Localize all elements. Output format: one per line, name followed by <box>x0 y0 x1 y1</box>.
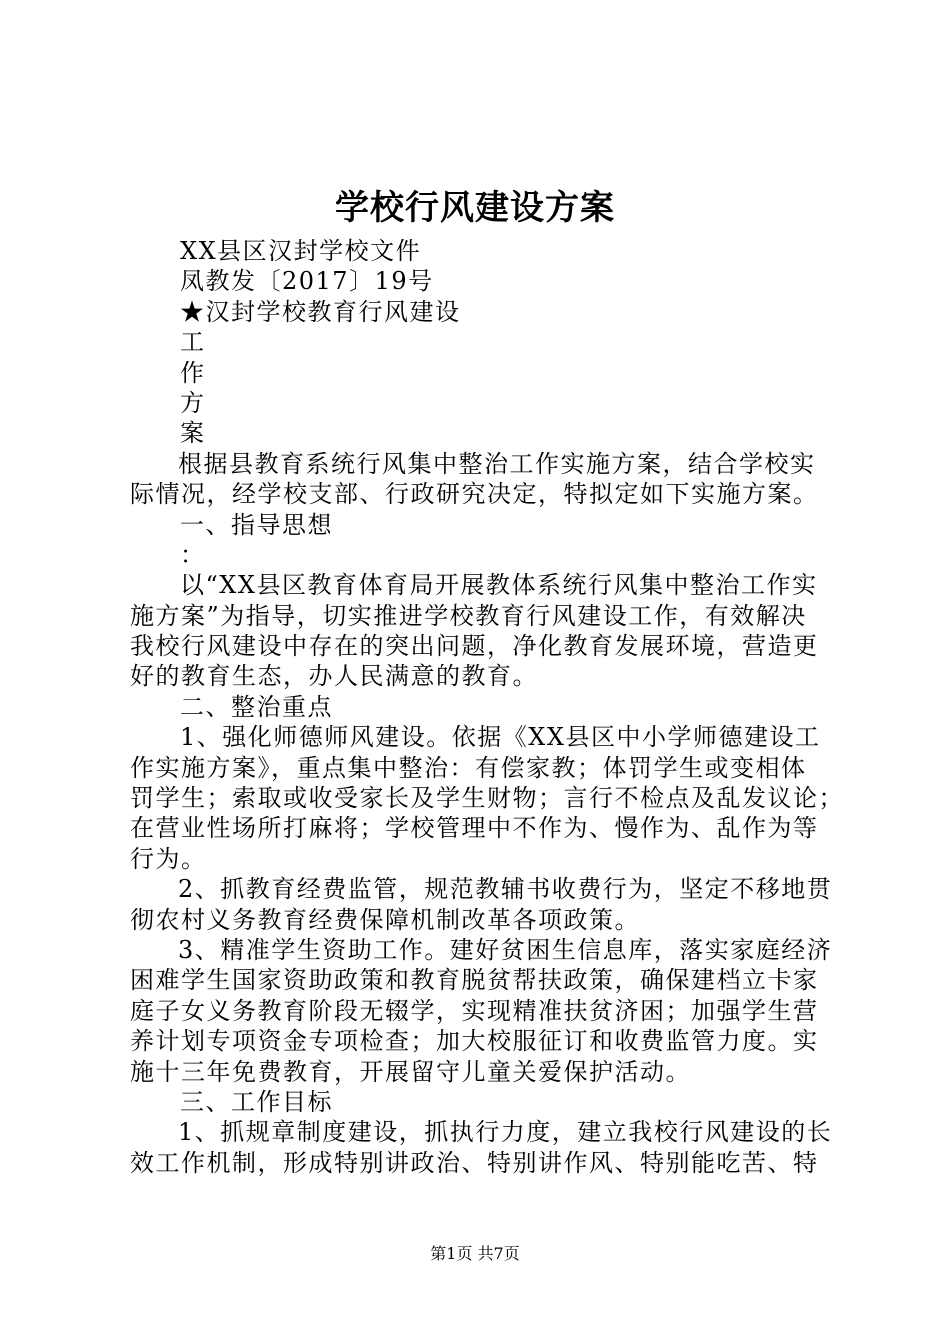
body-line: 案 <box>180 419 206 448</box>
body-line: 养计划专项资金专项检查；加大校服征订和收费监管力度。实 <box>130 1027 819 1056</box>
body-line: 困难学生国家资助政策和教育脱贫帮扶政策，确保建档立卡家 <box>130 966 819 995</box>
body-line: 1、抓规章制度建设，抓执行力度，建立我校行风建设的长 <box>178 1118 833 1147</box>
body-line: ★汉封学校教育行风建设 <box>180 297 461 326</box>
body-line: 作 <box>180 358 206 387</box>
body-line: 庭子女义务教育阶段无辍学，实现精准扶贫济困；加强学生营 <box>130 996 819 1025</box>
body-line: 方 <box>180 388 206 417</box>
body-line: 我校行风建设中存在的突出问题，净化教育发展环境，营造更 <box>130 632 819 661</box>
body-line: 二、整治重点 <box>180 692 333 721</box>
body-line: 在营业性场所打麻将；学校管理中不作为、慢作为、乱作为等 <box>130 814 819 843</box>
body-line: 2、抓教育经费监管，规范教辅书收费行为，坚定不移地贯 <box>178 875 833 904</box>
document-body <box>130 236 844 1178</box>
body-line: 施十三年免费教育，开展留守儿童关爱保护活动。 <box>130 1057 691 1086</box>
body-line: 好的教育生态，办人民满意的教育。 <box>130 662 538 691</box>
body-line: 根据县教育系统行风集中整治工作实施方案，结合学校实 <box>178 449 816 478</box>
document-title: 学校行风建设方案 <box>335 188 615 228</box>
body-line: XX县区汉封学校文件 <box>180 237 422 265</box>
body-line: 彻农村义务教育经费保障机制改革各项政策。 <box>130 905 640 934</box>
body-line: 一、指导思想 <box>180 510 333 539</box>
body-line: 以“XX县区教育体育局开展教体系统行风集中整治工作实 <box>180 571 818 600</box>
body-line: 效工作机制，形成特别讲政治、特别讲作风、特别能吃苦、特 <box>130 1148 819 1177</box>
body-line: 行为。 <box>130 844 207 873</box>
body-line: 1、强化师德师风建设。依据《XX县区中小学师德建设工 <box>180 723 821 752</box>
body-line: 工 <box>180 328 206 357</box>
body-line: 凤教发〔2017〕19号 <box>180 267 434 296</box>
body-line: 罚学生；索取或收受家长及学生财物；言行不检点及乱发议论； <box>130 784 844 813</box>
page-footer: 第1页 共7页 <box>430 1244 520 1263</box>
body-line: 作实施方案》，重点集中整治：有偿家教；体罚学生或变相体 <box>130 753 807 782</box>
body-line: 3、精准学生资助工作。建好贫困生信息库，落实家庭经济 <box>178 935 833 964</box>
body-line: 三、工作目标 <box>180 1087 333 1116</box>
body-line: ： <box>180 540 206 569</box>
body-line: 施方案”为指导，切实推进学校教育行风建设工作，有效解决 <box>130 601 807 630</box>
body-line: 际情况，经学校支部、行政研究决定，特拟定如下实施方案。 <box>130 480 819 509</box>
